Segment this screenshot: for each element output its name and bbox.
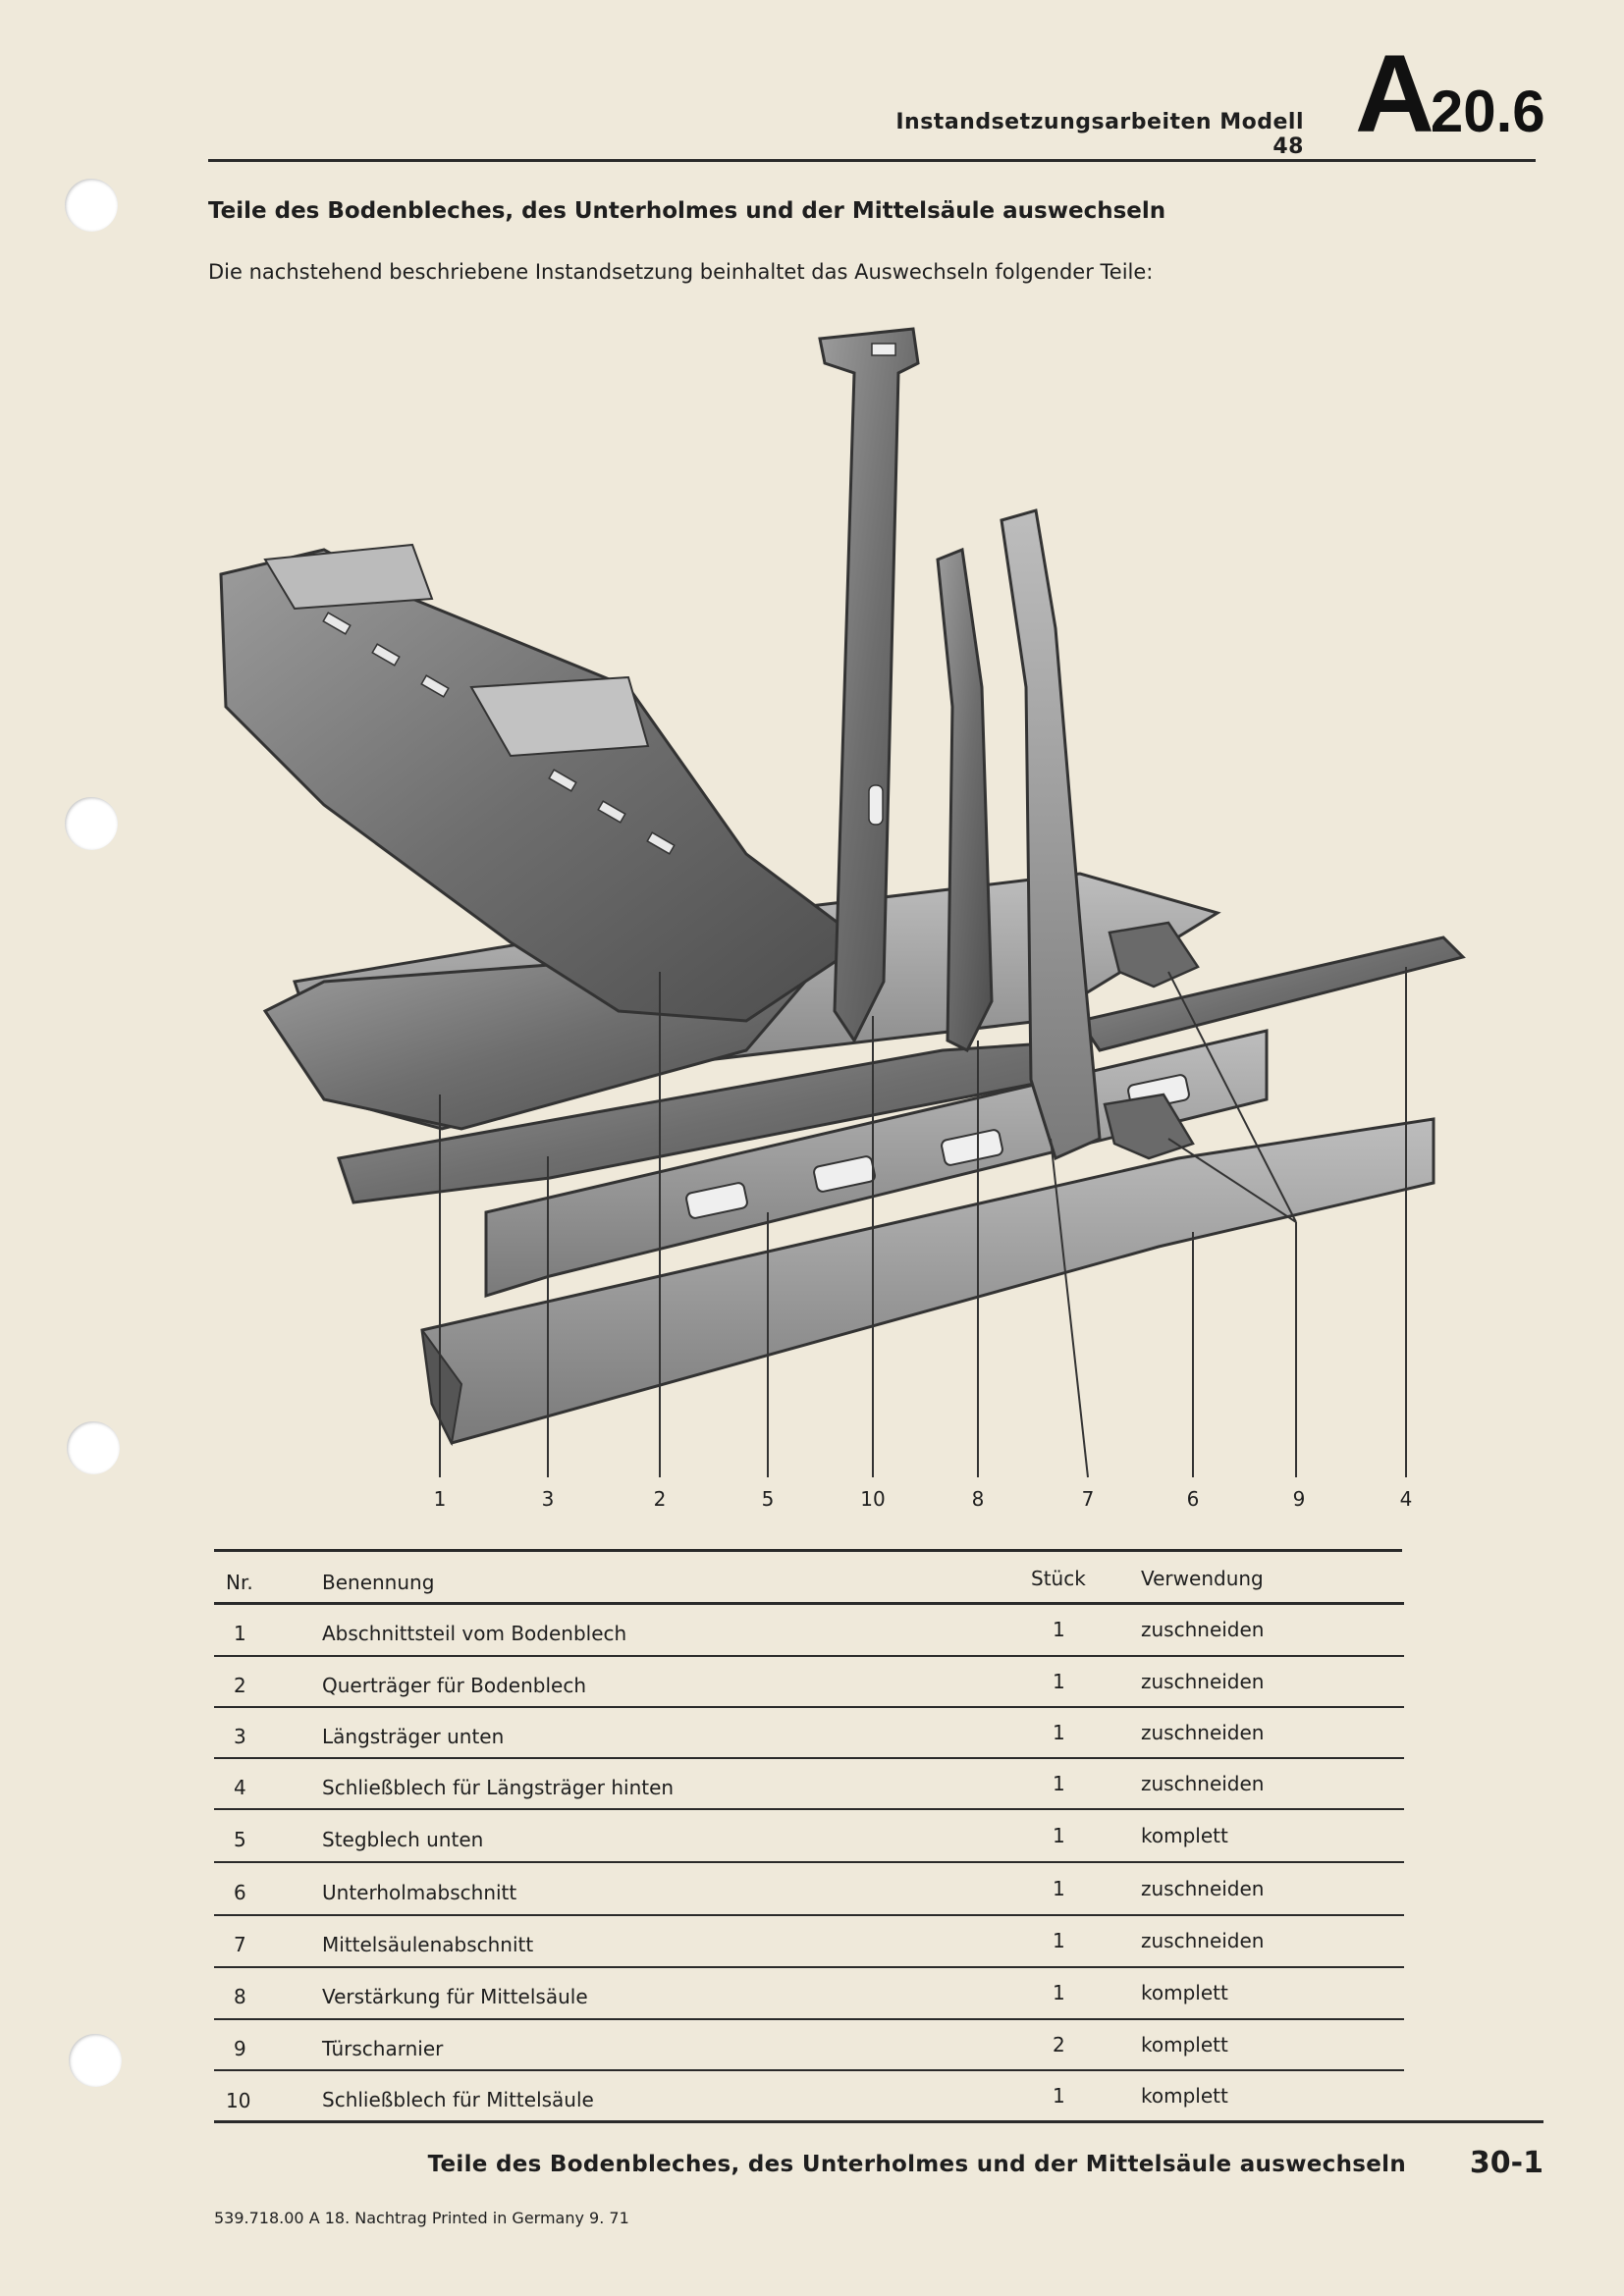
- row-use: komplett: [1141, 2084, 1228, 2108]
- print-info: 539.718.00 A 18. Nachtrag Printed in Germany 9. 71: [214, 2209, 629, 2227]
- row-nr: 6: [234, 1881, 246, 1904]
- part-cross-member: [221, 545, 864, 1021]
- callout-label: 4: [1399, 1487, 1413, 1511]
- table-rule: [214, 1706, 1404, 1708]
- row-use: zuschneiden: [1141, 1670, 1265, 1693]
- row-name: Unterholmabschnitt: [322, 1881, 517, 1904]
- callout-label: 7: [1081, 1487, 1095, 1511]
- row-nr: 8: [234, 1985, 246, 2008]
- row-nr: 10: [226, 2089, 251, 2112]
- table-rule: [214, 1808, 1404, 1810]
- callout-label: 5: [761, 1487, 775, 1511]
- column-header-nr: Nr.: [226, 1571, 253, 1594]
- callout-label: 2: [653, 1487, 667, 1511]
- column-header-qty: Stück: [1031, 1567, 1086, 1590]
- row-name: Querträger für Bodenblech: [322, 1674, 587, 1697]
- row-name: Mittelsäulenabschnitt: [322, 1933, 534, 1956]
- table-rule: [214, 1757, 1404, 1759]
- callout-label: 3: [541, 1487, 555, 1511]
- row-use: zuschneiden: [1141, 1618, 1265, 1641]
- table-rule: [214, 2069, 1404, 2071]
- row-name: Stegblech unten: [322, 1828, 484, 1851]
- row-nr: 3: [234, 1725, 246, 1748]
- callout-label: 1: [433, 1487, 447, 1511]
- page-heading: Teile des Bodenbleches, des Unterholmes und der Mittelsäule auswechseln: [208, 198, 1166, 224]
- row-qty: 1: [1053, 1824, 1065, 1847]
- header-title: Instandsetzungsarbeiten Modell 48: [895, 110, 1304, 159]
- row-nr: 4: [234, 1776, 246, 1799]
- table-rule: [214, 2018, 1404, 2020]
- row-qty: 1: [1053, 1618, 1065, 1641]
- row-nr: 9: [234, 2037, 246, 2060]
- row-nr: 1: [234, 1622, 246, 1645]
- row-use: zuschneiden: [1141, 1772, 1265, 1795]
- row-qty: 1: [1053, 1670, 1065, 1693]
- callout-label: 6: [1186, 1487, 1200, 1511]
- row-qty: 1: [1053, 1981, 1065, 2004]
- table-rule: [214, 1655, 1404, 1657]
- footer-title: Teile des Bodenbleches, des Unterholmes und der Mittelsäule auswechseln: [427, 2152, 1406, 2177]
- row-name: Schließblech für Längsträger hinten: [322, 1776, 675, 1799]
- row-qty: 1: [1053, 1877, 1065, 1900]
- row-use: zuschneiden: [1141, 1721, 1265, 1744]
- table-rule: [214, 1549, 1402, 1552]
- section-code: 20.6: [1430, 79, 1545, 144]
- column-header-name: Benennung: [322, 1571, 435, 1594]
- row-qty: 2: [1053, 2033, 1065, 2056]
- table-rule: [214, 1966, 1404, 1968]
- row-qty: 1: [1053, 1929, 1065, 1952]
- row-qty: 1: [1053, 2084, 1065, 2108]
- row-nr: 7: [234, 1933, 246, 1956]
- section-letter: A: [1355, 32, 1431, 155]
- row-use: komplett: [1141, 1981, 1228, 2004]
- table-rule: [214, 1602, 1404, 1605]
- page-number: 30-1: [1469, 2146, 1543, 2180]
- row-name: Verstärkung für Mittelsäule: [322, 1985, 588, 2008]
- row-qty: 1: [1053, 1772, 1065, 1795]
- binder-hole: [69, 2034, 122, 2087]
- row-use: zuschneiden: [1141, 1877, 1265, 1900]
- row-qty: 1: [1053, 1721, 1065, 1744]
- callout-label: 10: [860, 1487, 886, 1511]
- callout-label: 8: [971, 1487, 985, 1511]
- row-use: komplett: [1141, 2033, 1228, 2056]
- callout-label: 9: [1292, 1487, 1306, 1511]
- row-use: komplett: [1141, 1824, 1228, 1847]
- table-rule: [214, 1861, 1404, 1863]
- row-use: zuschneiden: [1141, 1929, 1265, 1952]
- row-nr: 5: [234, 1828, 246, 1851]
- intro-text: Die nachstehend beschriebene Instandsetzung beinhaltet das Auswechseln folgender Teile:: [208, 260, 1154, 284]
- footer-rule: [214, 2120, 1543, 2123]
- row-name: Abschnittsteil vom Bodenblech: [322, 1622, 627, 1645]
- row-name: Längsträger unten: [322, 1725, 505, 1748]
- column-header-use: Verwendung: [1141, 1567, 1264, 1590]
- row-name: Schließblech für Mittelsäule: [322, 2088, 594, 2111]
- row-name: Türscharnier: [322, 2037, 444, 2060]
- table-rule: [214, 1914, 1404, 1916]
- row-nr: 2: [234, 1674, 246, 1697]
